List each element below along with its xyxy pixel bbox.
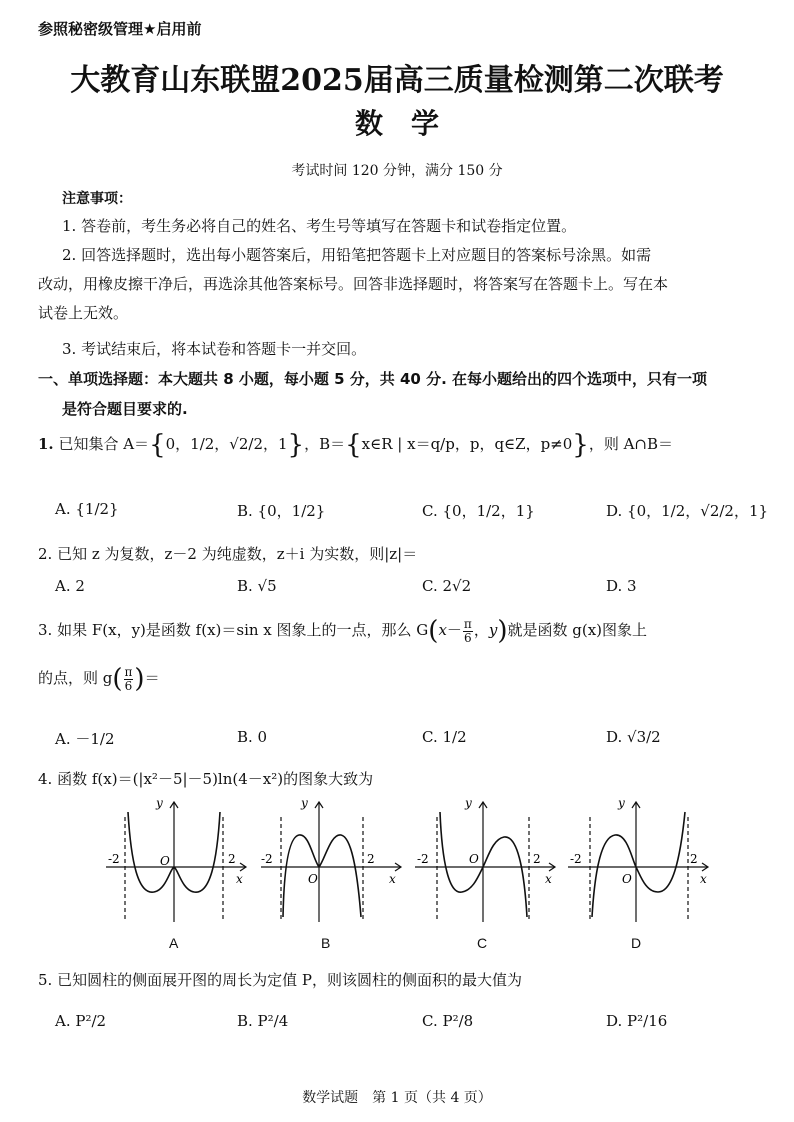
graph-c-origin: O <box>469 852 479 866</box>
section-heading-cont: 是符合题目要求的. <box>62 400 188 418</box>
subject-title: 数 学 <box>354 107 439 140</box>
exam-title: 大教育山东联盟2025届高三质量检测第二次联考 <box>70 63 724 98</box>
q2-option-b: B. √5 <box>237 577 277 595</box>
notice-item-2-cont: 改动，用橡皮擦干净后，再选涂其他答案标号。回答非选择题时，将答案写在答题卡上。写在本 <box>38 275 669 293</box>
graph-label-a: A <box>169 935 179 951</box>
q2-option-d: D. 3 <box>606 577 637 595</box>
graph-b-y-label: y <box>301 797 308 810</box>
graph-d-x-label: x <box>700 872 707 886</box>
graph-c-x-label: x <box>545 872 552 886</box>
graph-d-y-label: y <box>618 797 625 810</box>
q1-option-d: D. {0，1/2，√2/2，1} <box>606 502 769 520</box>
q5-option-a: A. P²/2 <box>55 1012 107 1030</box>
q1-option-b: B. {0，1/2} <box>237 502 326 520</box>
section-heading: 一、单项选择题：本大题共 8 小题，每小题 5 分，共 40 分. 在每小题给出的四个选项中，只有一项 <box>38 370 708 388</box>
graph-a-x-label: x <box>236 872 243 886</box>
notice-heading: 注意事项： <box>62 191 132 207</box>
q3-option-b: B. 0 <box>237 728 268 746</box>
set-a: 0，1/2，√2/2，1 <box>165 435 288 453</box>
q3-option-c: C. 1/2 <box>422 728 467 746</box>
graph-a <box>98 797 250 927</box>
question-3: 3. 如果 F(x，y)是函数 f(x)＝sin x 图象上的一点，那么 G(x－ $\frac{\pi}{6}$ ，y)就是函数 g(x)图象上 <box>38 616 648 647</box>
q5-option-c: C. P²/8 <box>422 1012 474 1030</box>
page-footer: 数学试题 第 1 页（共 4 页） <box>302 1090 492 1106</box>
graph-label-c: C <box>477 935 488 951</box>
question-5: 5. 已知圆柱的侧面展开图的周长为定值 P，则该圆柱的侧面积的最大值为 <box>38 971 522 989</box>
graph-b-tick-pos: 2 <box>367 852 375 866</box>
q1-option-c: C. {0，1/2，1} <box>422 502 535 520</box>
q5-option-b: B. P²/4 <box>237 1012 289 1030</box>
q3-option-a: A. －1/2 <box>55 730 115 748</box>
question-1: 1. 已知集合 A＝{0，1/2，√2/2，1}，B＝{x∈R | x＝q/p，p，q∈Z，p≠0}，则 A∩B＝ <box>38 430 674 460</box>
notice-item-3: 3. 考试结束后，将本试卷和答题卡一并交回。 <box>62 340 367 358</box>
graph-c-y-label: y <box>465 797 472 810</box>
question-2: 2. 已知 z 为复数，z－2 为纯虚数，z＋i 为实数，则|z|＝ <box>38 545 418 563</box>
graph-a-tick-neg: -2 <box>108 852 120 866</box>
graph-d-tick-pos: 2 <box>690 852 698 866</box>
set-b: x∈R | x＝q/p，p，q∈Z，p≠0 <box>361 435 573 453</box>
q2-option-a: A. 2 <box>55 577 85 595</box>
question-3-cont: 的点，则 g( $\frac{\pi}{6}$ )＝ <box>38 664 160 695</box>
q1-option-a: A. {1/2} <box>55 500 119 518</box>
q5-option-d: D. P²/16 <box>606 1012 668 1030</box>
secret-level: 参照秘密级管理★启用前 <box>38 20 202 38</box>
notice-item-2: 2. 回答选择题时，选出每小题答案后，用铅笔把答题卡上对应题目的答案标号涂黑。如需 <box>62 246 652 264</box>
graph-b-tick-neg: -2 <box>261 852 273 866</box>
graph-c-tick-neg: -2 <box>417 852 429 866</box>
graph-label-d: D <box>631 935 642 951</box>
graph-c <box>407 797 559 927</box>
graph-d-origin: O <box>622 872 632 886</box>
exam-info: 考试时间 120 分钟，满分 150 分 <box>291 163 503 179</box>
graph-a-tick-pos: 2 <box>228 852 236 866</box>
graph-d-tick-neg: -2 <box>570 852 582 866</box>
graph-b <box>253 797 405 927</box>
graph-d <box>560 797 712 927</box>
q3-option-d: D. √3/2 <box>606 728 661 746</box>
graph-c-tick-pos: 2 <box>533 852 541 866</box>
graph-b-x-label: x <box>389 872 396 886</box>
graph-a-origin: O <box>160 854 170 868</box>
notice-item-1: 1. 答卷前，考生务必将自己的姓名、考生号等填写在答题卡和试卷指定位置。 <box>62 217 577 235</box>
question-4: 4. 函数 f(x)＝(|x²－5|－5)ln(4－x²)的图象大致为 <box>38 770 374 788</box>
q2-option-c: C. 2√2 <box>422 577 472 595</box>
graph-a-y-label: y <box>156 797 163 810</box>
notice-item-2-end: 试卷上无效。 <box>38 304 129 322</box>
graph-b-origin: O <box>308 872 318 886</box>
graph-label-b: B <box>321 935 331 951</box>
